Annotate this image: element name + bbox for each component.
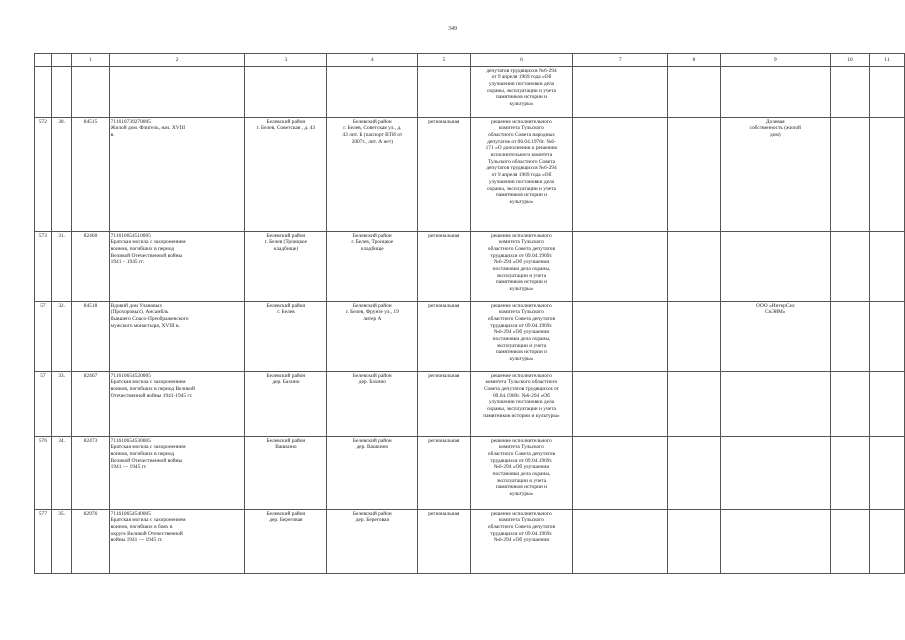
column-11-cell [869, 118, 904, 232]
category-cell [418, 67, 470, 118]
object-name-cell: 711610654520005 Братская могила с захоронением воинов, погибших в период Великой Отечественной войны 1941-1945 гг. [109, 372, 245, 437]
object-name-cell: Вдовий дом Улановых (Прохоровых). Ансамбль бывшего Спасо-Преображенского мужского монастыря, XVIII в. [109, 302, 245, 372]
object-name-cell: 711610654510005 Братская могила с захоронением воинов, погибших в период Великой Отечественной войны 1941 – 1945 гг. [109, 232, 245, 302]
registry-id-cell: 82976 [72, 510, 109, 574]
header-cell-6: 6 [470, 54, 573, 67]
registry-id-cell [72, 67, 109, 118]
row-number-cell [35, 67, 52, 118]
header-cell-num [51, 54, 72, 67]
category-cell: региональная [418, 372, 470, 437]
location-cell: Белевский район г. Белев [245, 302, 327, 372]
header-cell-1: 1 [72, 54, 109, 67]
table-row [35, 372, 905, 437]
column-11-cell [869, 372, 904, 437]
table-row [35, 510, 905, 574]
header-cell-5: 5 [418, 54, 470, 67]
header-cell-0 [35, 54, 52, 67]
category-cell: региональная [418, 302, 470, 372]
column-10-cell [830, 372, 869, 437]
item-number-cell: 30. [51, 118, 72, 232]
table-row [35, 67, 905, 118]
owner-cell: Долевая собственность (жилой дом) [720, 118, 830, 232]
item-number-cell: 31. [51, 232, 72, 302]
column-10-cell [830, 302, 869, 372]
registry-id-cell: 82467 [72, 372, 109, 437]
location-cell: Белевский район г. Белев (Троицкое кладбище) [245, 232, 327, 302]
header-cell-8: 8 [668, 54, 720, 67]
page-number: 349 [448, 26, 457, 32]
column-7-cell [573, 437, 668, 510]
column-7-cell [573, 372, 668, 437]
registry-id-cell: 82460 [72, 232, 109, 302]
table-header-row [35, 54, 905, 67]
column-7-cell [573, 510, 668, 574]
column-11-cell [869, 510, 904, 574]
row-number-cell: 576 [35, 437, 52, 510]
legal-document-cell: депутатов трудящихся №6-294 от 9 апреля 1969 года «Об улучшении постановки дела охраны, эксплуатации и учета памятников истории и культуры» [470, 67, 573, 118]
row-number-cell: 577 [35, 510, 52, 574]
legal-document-cell: решение исполнительного комитета Тульского областного Совета депутатов трудящихся от 09.04.1969г. №6-294 «Об улучшении постановки дела охраны, эксплуатации и учета памятников истории и культуры» [470, 302, 573, 372]
owner-cell: ООО «ИнтерСел СнЭйМ» [720, 302, 830, 372]
registry-id-cell: 84518 [72, 302, 109, 372]
column-8-cell [668, 510, 720, 574]
column-7-cell [573, 232, 668, 302]
row-number-cell: 573 [35, 232, 52, 302]
location-cell: Белевский район дер. Береговая [245, 510, 327, 574]
address-cell [327, 67, 418, 118]
column-10-cell [830, 232, 869, 302]
object-name-cell: 711610654540005 Братская могила с захоронением воинов, погибших в боях в округе Великой Отечественной войны 1941 — 1945 гг. [109, 510, 245, 574]
location-cell: Белевский район г. Белев, Советская , д. 43 [245, 118, 327, 232]
location-cell [245, 67, 327, 118]
address-cell: Белевский район дер. Вашкино [327, 437, 418, 510]
object-name-cell [109, 67, 245, 118]
column-10-cell [830, 510, 869, 574]
category-cell: региональная [418, 232, 470, 302]
table-row [35, 118, 905, 232]
heritage-register-table [34, 53, 905, 574]
column-7-cell [573, 302, 668, 372]
owner-cell [720, 510, 830, 574]
row-number-cell: 57 [35, 372, 52, 437]
category-cell: региональная [418, 510, 470, 574]
column-11-cell [869, 232, 904, 302]
address-cell: Белевский район г. Белев, Троицкое кладбище [327, 232, 418, 302]
owner-cell [720, 67, 830, 118]
header-cell-3: 3 [245, 54, 327, 67]
legal-document-cell: решение исполнительного комитета Тульского областного Совета депутатов трудящихся от 09.04.1969г. №6-294 «Об улучшении постановки дела охраны, эксплуатации и учета памятников истории и культуры» [470, 437, 573, 510]
column-11-cell [869, 437, 904, 510]
column-8-cell [668, 302, 720, 372]
legal-document-cell: решение исполнительного комитета Тульского областного Совета депутатов трудящихся от 09.04.1969г. №6-294 «Об улучшении постановки дела охраны, эксплуатации и учета памятников истории и культуры» [470, 232, 573, 302]
registry-id-cell: 82473 [72, 437, 109, 510]
column-8-cell [668, 118, 720, 232]
category-cell: региональная [418, 118, 470, 232]
row-number-cell: 572 [35, 118, 52, 232]
legal-document-cell: решение исполнительного комитета Тульского областного Совета народных депутатов от 06.04.1976г. №6- 171 «О дополнении к решению исполнительного комитета Тульского областного Совета депутатов трудящихся №6-294 от 9 апреля 1969 года «Об улучшении постановки дела охраны, эксплуатации и учета памятников истории и культуры» [470, 118, 573, 232]
location-cell: Белевский район Вашкино [245, 437, 327, 510]
address-cell: Белевский район дер. Береговая [327, 510, 418, 574]
address-cell: Белевский район г. Белев, Фрунзе ул., 19 литер А [327, 302, 418, 372]
header-cell-11: 11 [869, 54, 904, 67]
table-row [35, 302, 905, 372]
header-cell-10: 10 [830, 54, 869, 67]
table-row [35, 232, 905, 302]
column-8-cell [668, 437, 720, 510]
owner-cell [720, 437, 830, 510]
object-name-cell: 711610739270005 Жилой дом. Флигель, нач. XVIII в. [109, 118, 245, 232]
header-cell-4: 4 [327, 54, 418, 67]
registry-id-cell: 84515 [72, 118, 109, 232]
address-cell: Белевский район г. Белев, Советская ул., д. 43 лит. Б (паспорт ВТИ от 2007г., лит. А нет) [327, 118, 418, 232]
object-name-cell: 711610654530005 Братская могила с захоронением воинов, погибших в период Великой Отечественной войны 1941 — 1945 гг. [109, 437, 245, 510]
item-number-cell: 32. [51, 302, 72, 372]
column-11-cell [869, 67, 904, 118]
header-cell-7: 7 [573, 54, 668, 67]
address-cell: Белевский район дер. Бахнно [327, 372, 418, 437]
table-row [35, 437, 905, 510]
header-cell-9: 9 [720, 54, 830, 67]
owner-cell [720, 232, 830, 302]
item-number-cell [51, 67, 72, 118]
column-11-cell [869, 302, 904, 372]
column-10-cell [830, 437, 869, 510]
column-10-cell [830, 67, 869, 118]
column-7-cell [573, 67, 668, 118]
category-cell: региональная [418, 437, 470, 510]
location-cell: Белевский район дер. Бахнно [245, 372, 327, 437]
item-number-cell: 35. [51, 510, 72, 574]
header-cell-2: 2 [109, 54, 245, 67]
item-number-cell: 34. [51, 437, 72, 510]
owner-cell [720, 372, 830, 437]
column-8-cell [668, 372, 720, 437]
column-7-cell [573, 118, 668, 232]
column-8-cell [668, 232, 720, 302]
legal-document-cell: решение исполнительного комитета Тульского областного Совета депутатов трудящихся от 09.04.1969г. №6-294 «Об улучшении постановки дела охраны, эксплуатации и учета памятников истории и культуры» [470, 372, 573, 437]
legal-document-cell: решение исполнительного комитета Тульского областного Совета депутатов трудящихся от 09.04.1969г. №6-294 «Об улучшении [470, 510, 573, 574]
column-10-cell [830, 118, 869, 232]
row-number-cell: 57 [35, 302, 52, 372]
column-8-cell [668, 67, 720, 118]
item-number-cell: 33. [51, 372, 72, 437]
